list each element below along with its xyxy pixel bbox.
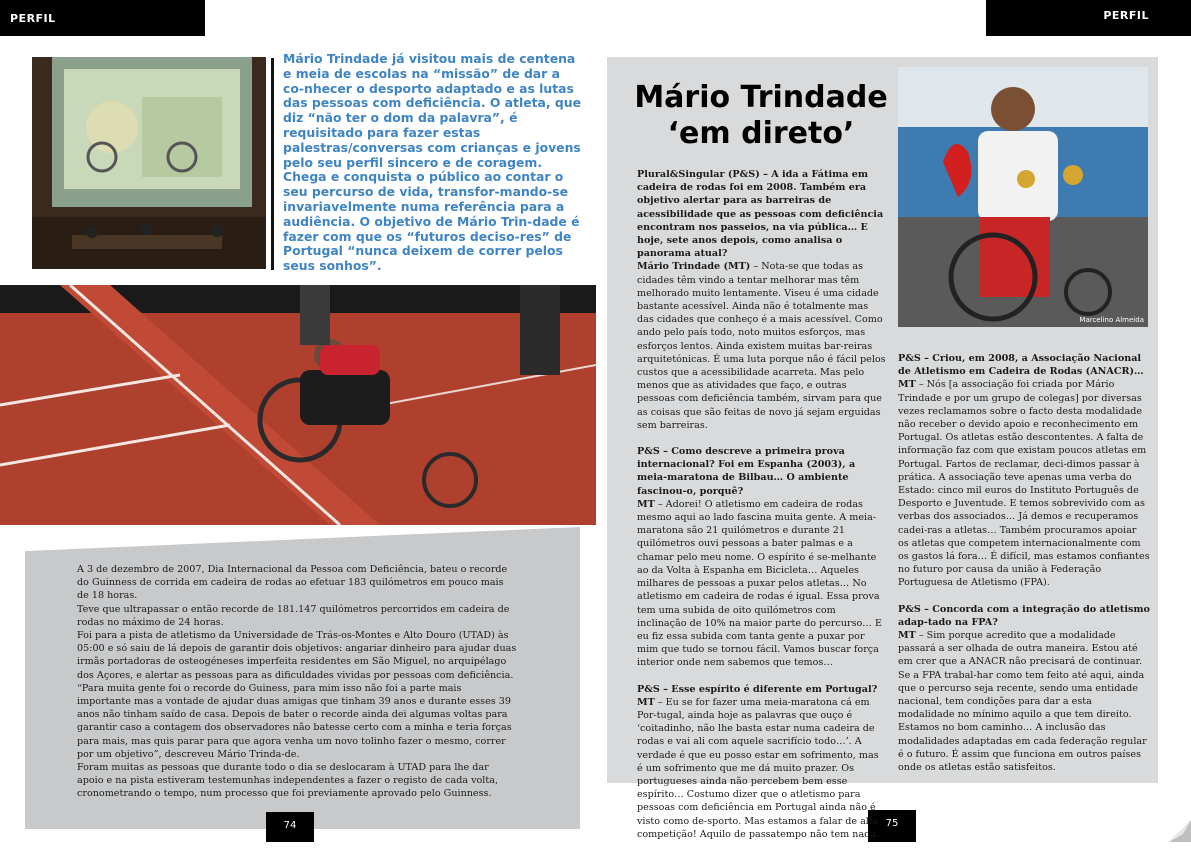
answer-label: Mário Trindade (MT) xyxy=(637,261,751,273)
answer: – Sim porque acredito que a modalidade passará a ser olhada de outra maneira. Estou até em crer que a ANACR não precisará de continuar. Se a FPA trabal-har como tem feito até aqui, ainda que o percurso seja recente, sendo uma entidade nacional, tem condições para dar a esta modalidade no mínimo aquilo a que tem direito. Estamos no bom caminho… A inclusão das modalidades adaptadas em cada federação regular é o futuro. É assim que funciona em outros países onde os atletas estão satisfeitos. xyxy=(898,630,1147,774)
answer-label: MT xyxy=(637,498,655,510)
question: P&S – Como descreve a primeira prova internacional? Foi em Espanha (2003), a meia-maratona de Bilbau… O ambiente fascinou-o, porquê? xyxy=(637,446,856,497)
answer-label: MT xyxy=(637,696,655,708)
interview-block xyxy=(637,168,887,432)
story-text xyxy=(77,563,517,801)
title-line-1: Mário Trindade xyxy=(634,80,888,115)
story-paragraph: A 3 de dezembro de 2007, Dia Internacional da Pessoa com Deficiência, bateu o recorde do Guinness de corrida em cadeira de rodas ao efetuar 183 quilómetros em pouco mais de 18 horas. xyxy=(77,564,508,602)
story-paragraph: Teve que ultrapassar o então recorde de 181.147 quilómetros percorridos em cadeira de rodas no máximo de 24 horas. xyxy=(77,603,510,628)
section-tab-right xyxy=(986,0,1191,36)
question: Plural&Singular (P&S) – A ida a Fátima em cadeira de rodas foi em 2008. Também era objetivo alertar para as barreiras de acessibilidade que as pessoas com deficiência encontram nos passeios, na via pública… E hoje, sete anos depois, como analisa o panorama atual? xyxy=(637,169,884,260)
answer: – Nós [a associação foi criada por Mário Trindade e por um grupo de colegas] por diversas vezes reclamamos sobre o facto desta modalidade não receber o devido apoio e reconhecimento em Portugal. Os atletas estão descontentes. A falta de informação faz com que existam poucos atletas em Portugal. Fartos de reclamar, deci-dimos passar à prática. A associação teve apenas uma verba do Estado: cinco mil euros do Instituto Português de Desporto e Juventude. E temos sobrevivido com as verbas dos associados… Já demos e recuperamos cadei-ras a atletas… Também procuramos apoiar os atletas que competem internacionalmente com os gastos lá fora… É difícil, mas estamos confiantes no futuro por causa da união à Federação Portuguesa de Atletismo (FPA). xyxy=(898,379,1150,589)
title-line-2: ‘em direto’ xyxy=(667,116,855,151)
athlete-photo xyxy=(898,67,1148,327)
answer-label: MT xyxy=(898,630,916,642)
story-paragraph: “Para muita gente foi o recorde do Guiness, para mim isso não foi a parte mais importante mas a vontade de ajudar duas amigas que tinham 39 anos e durante esses 39 anos não tinham saído de casa. Depois de bater o recorde ainda dei algumas voltas para garantir caso a contagem dos observadores não batesse certo com a minha e teria forças para mais, mas quis parar para que agora venha um novo tolinho fazer o mesmo, correr por um objetivo”, descreveu Mário Trinda-de. xyxy=(77,682,512,760)
answer: – Adorei! O atletismo em cadeira de rodas mesmo aqui ao lado fascina muita gente. A meia-maratona são 21 quilómetros e durante 21 quilómetros ouvi pessoas a bater palmas e a chamar pelo meu nome. O espírito é se-melhante ao da Volta à Espanha em Bicicleta… Aqueles milhares de pessoas a puxar pelos atletas… No atletismo em cadeira de rodas é igual. Essa prova tem uma subida de oito quilómetros com inclinação de 10% na maior parte do percurso… E eu fiz essa subida com tanta gente a puxar por mim que tudo se tornou fácil. Vamos buscar força interior onde nem sabemos que temos… xyxy=(637,498,882,669)
divider-bar xyxy=(271,58,274,270)
page-title xyxy=(626,80,896,152)
answer-label: MT xyxy=(898,379,916,391)
question: P&S – Esse espírito é diferente em Portugal? xyxy=(637,683,878,695)
section-tab-left xyxy=(0,0,205,36)
story-paragraph: Foi para a pista de atletismo da Universidade de Trás-os-Montes e Alto Douro (UTAD) às 05:00 e só saiu de lá depois de garantir dois objetivos: angariar dinheiro para ajudar duas irmãs portadoras de osteogéneses imperfeita residentes em São Miguel, no arquipélago dos Açores, e alertar as pessoas para as dificuldades vividas por pessoas com deficiência. xyxy=(77,630,517,681)
interview-column-1 xyxy=(637,168,887,854)
interview-block xyxy=(637,445,887,669)
interview-block xyxy=(637,683,887,841)
interview-column-2 xyxy=(898,352,1150,787)
lecture-photo xyxy=(32,57,266,269)
story-paragraph: Foram muitas as pessoas que durante todo o dia se deslocaram à UTAD para lhe dar apoio e na pista estiveram testemunhas independentes a fazer o registo de cada volta, cronometrando o tempo, num processo que foi previamente aprovado pelo Guinness. xyxy=(77,762,498,800)
race-photo xyxy=(0,285,596,525)
question: P&S – Criou, em 2008, a Associação Nacional de Atletismo em Cadeira de Rodas (ANACR)… xyxy=(898,353,1144,378)
page-curl-icon xyxy=(1169,820,1191,842)
answer: – Eu se for fazer uma meia-maratona cá em Por-tugal, ainda hoje as palavras que ouço é ‘coitadinho, não lhe basta estar numa cadeira de rodas e vai ali com aquele sacrifício todo…’. A verdade é que eu posso estar em sofrimento, mas é um sofrimento que me dá muito prazer. Os portugueses ainda não percebem bem esse espírito… Costumo dizer que o atletismo para pessoas com deficiência em Portugal ainda não é visto como de-sporto. Mas estamos a falar de alta competição! Aquilo de passatempo não tem nada. xyxy=(637,696,880,840)
question: P&S – Concorda com a integração do atletismo adap-tado na FPA? xyxy=(898,603,1150,628)
answer: – Nota-se que todas as cidades têm vindo a tentar melhorar mas têm melhorado muito lentamente. Viseu é uma cidade bastante acessível. Ainda não é totalmente mas das cidades que conheço é a mais acessível. Como ando pelo país todo, noto muitos esforços, mas esforços lentos. Ainda existem muitas bar-reiras arquitetónicas. É uma luta porque não é fácil pelos custos que a acessibilidade acarreta. Mas pelo menos que as atividades que faço, e outras pessoas com deficiência também, sirvam para que as coisas que são feitas de novo já sejam erguidas sem barreiras. xyxy=(637,261,886,431)
section-label-right: PERFIL xyxy=(1103,9,1149,22)
intro-text: Mário Trindade já visitou mais de centena e meia de escolas na “missão” de dar a co-nhecer o desporto adaptado e as lutas das pessoas com deficiência. O atleta, que diz “não ter o dom da palavra”, é requisitado para fazer estas palestras/conversas com crianças e jovens pelo seu perfil sincero e de coragem. Chega e conquista o público ao contar o seu percurso de vida, transfor-mando-se invariavelmente numa referência para a audiência. O objetivo de Mário Trin-dade é fazer com que os “futuros deciso-res” de Portugal “nunca deixem de correr pelos seus sonhos”. xyxy=(283,51,582,274)
page-number-left: 74 xyxy=(266,812,314,842)
section-label-left: PERFIL xyxy=(10,12,56,25)
interview-block xyxy=(898,352,1150,590)
interview-block xyxy=(898,603,1150,775)
photo-credit: Marcelino Almeida xyxy=(1079,316,1144,324)
page-number-right: 75 xyxy=(868,810,916,842)
